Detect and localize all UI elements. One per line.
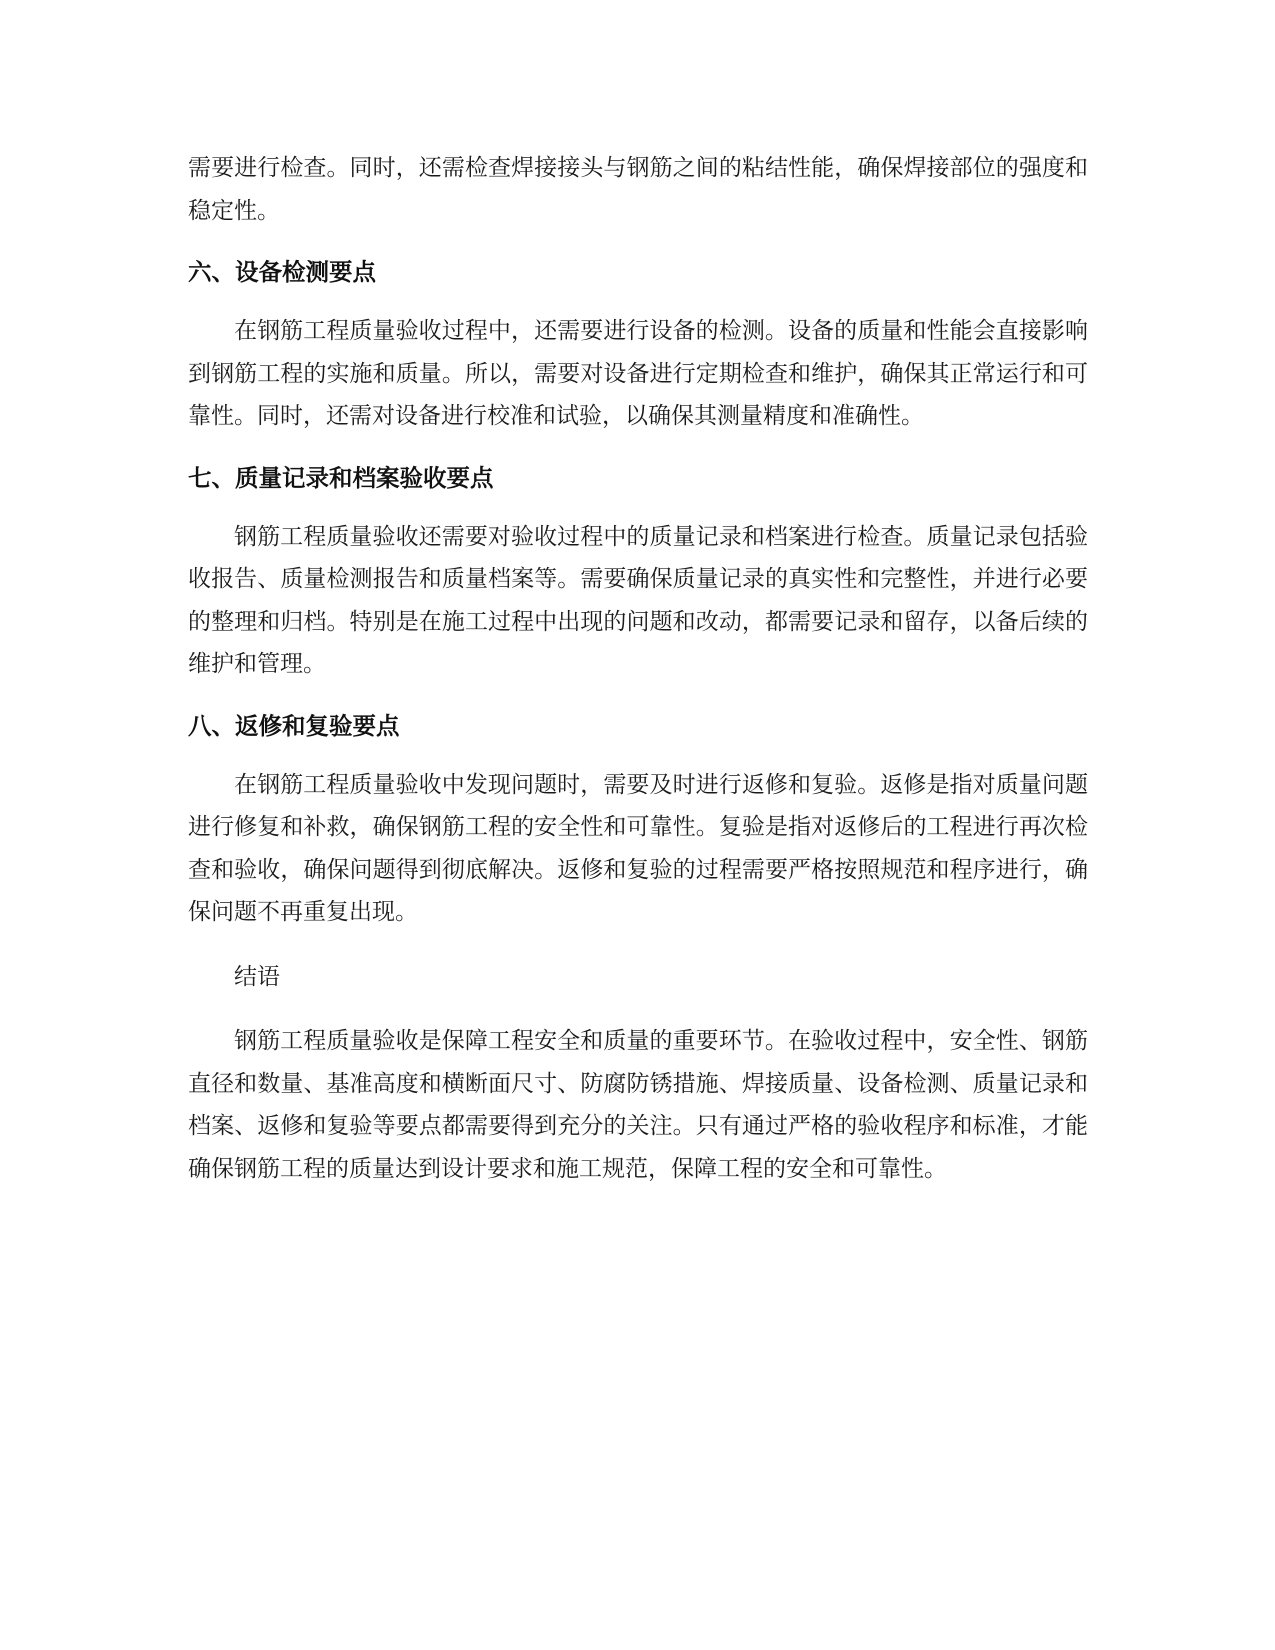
- continuation-paragraph: 需要进行检查。同时，还需检查焊接接头与钢筋之间的粘结性能，确保焊接部位的强度和稳定性。: [188, 155, 1088, 224]
- conclusion-title: 结语: [234, 963, 280, 990]
- section-heading-repair: 八、返修和复验要点: [188, 711, 400, 740]
- section-paragraph-records: 钢筋工程质量验收还需要对验收过程中的质量记录和档案进行检查。质量记录包括验收报告、质量检测报告和质量档案等。需要确保质量记录的真实性和完整性，并进行必要的整理和归档。特别是在施工过程中出现的问题和改动，都需要记录和留存，以备后续的维护和管理。: [188, 523, 1088, 677]
- section-paragraph-repair: 在钢筋工程质量验收中发现问题时，需要及时进行返修和复验。返修是指对质量问题进行修复和补救，确保钢筋工程的安全性和可靠性。复验是指对返修后的工程进行再次检查和验收，确保问题得到彻底解决。返修和复验的过程需要严格按照规范和程序进行，确保问题不再重复出现。: [188, 771, 1088, 925]
- section-heading-equipment: 六、设备检测要点: [188, 258, 376, 286]
- conclusion-paragraph: 钢筋工程质量验收是保障工程安全和质量的重要环节。在验收过程中，安全性、钢筋直径和数量、基准高度和横断面尺寸、防腐防锈措施、焊接质量、设备检测、质量记录和档案、返修和复验等要点都需要得到充分的关注。只有通过严格的验收程序和标准，才能确保钢筋工程的质量达到设计要求和施工规范，保障工程的安全和可靠性。: [188, 1028, 1088, 1182]
- section-paragraph-equipment: 在钢筋工程质量验收过程中，还需要进行设备的检测。设备的质量和性能会直接影响到钢筋工程的实施和质量。所以，需要对设备进行定期检查和维护，确保其正常运行和可靠性。同时，还需对设备进行校准和试验，以确保其测量精度和准确性。: [188, 318, 1088, 429]
- document-body: [188, 147, 1088, 1190]
- section-heading-records: 七、质量记录和档案验收要点: [188, 463, 494, 492]
